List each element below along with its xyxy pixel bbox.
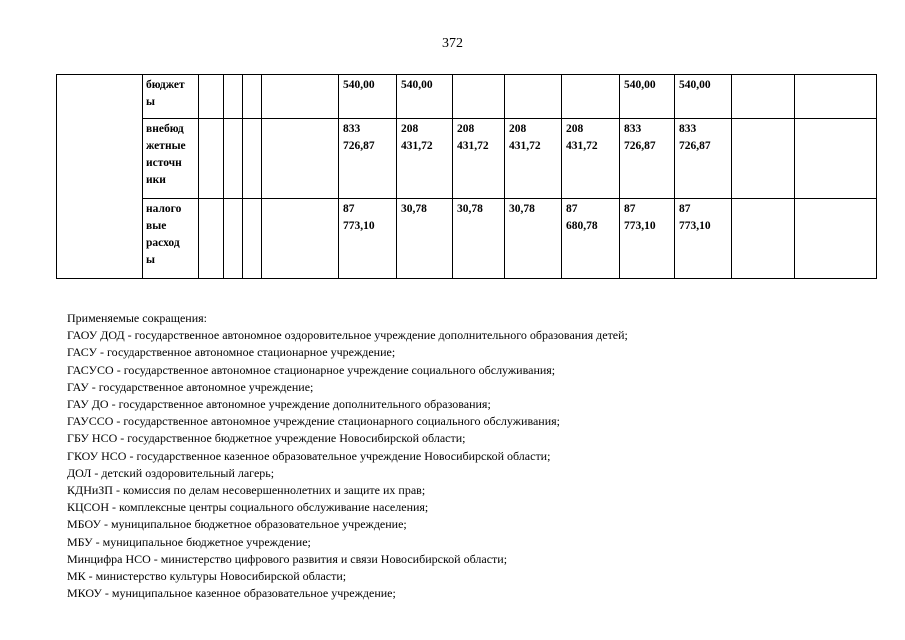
abbreviation-item: МКОУ - муниципальное казенное образовательное учреждение; — [67, 586, 396, 601]
abbreviation-item: ГАУ - государственное автономное учреждение; — [67, 379, 314, 394]
table-cell: 833 726,87 — [620, 119, 675, 199]
abbreviation-item: МБУ - муниципальное бюджетное учреждение; — [67, 534, 311, 549]
page-number: 372 — [442, 36, 463, 51]
table-cell: 30,78 — [505, 199, 562, 279]
table-cell: 30,78 — [397, 199, 453, 279]
abbreviation-item: ДОЛ - детский оздоровительный лагерь; — [67, 465, 275, 480]
table-row — [57, 199, 877, 279]
table-cell — [199, 75, 224, 119]
table-cell — [795, 75, 877, 119]
abbreviations-heading: Применяемые сокращения: — [67, 311, 208, 325]
table-row — [57, 75, 877, 119]
table-cell — [795, 199, 877, 279]
table-cell: 833 726,87 — [675, 119, 732, 199]
table-cell — [732, 119, 795, 199]
abbreviation-item: КДНиЗП - комиссия по делам несовершеннолетних и защите их прав; — [67, 483, 426, 498]
table-cell: 540,00 — [675, 75, 732, 119]
abbreviation-item: ГАСУ - государственное автономное стационарное учреждение; — [67, 345, 396, 360]
table-cell — [199, 119, 224, 199]
abbreviation-item: КЦСОН - комплексные центры социального обслуживание населения; — [67, 500, 429, 515]
table-cell — [562, 75, 620, 119]
table-cell — [453, 75, 505, 119]
table-cell: 208 431,72 — [505, 119, 562, 199]
abbreviation-item: ГАУССО - государственное автономное учреждение стационарного социального обслуживания; — [67, 414, 560, 429]
abbreviation-item: ГАУ ДО - государственное автономное учреждение дополнительного образования; — [67, 397, 491, 412]
table-cell — [732, 75, 795, 119]
blank-first-column-cell — [57, 75, 143, 119]
table-cell: 30,78 — [453, 199, 505, 279]
table-cell: 208 431,72 — [453, 119, 505, 199]
table-cell — [199, 199, 224, 279]
table-cell: 540,00 — [397, 75, 453, 119]
table-cell — [732, 199, 795, 279]
table-cell: 540,00 — [339, 75, 397, 119]
table-cell — [262, 119, 339, 199]
table-cell — [224, 75, 243, 119]
abbreviation-item: Минцифра НСО - министерство цифрового развития и связи Новосибирской области; — [67, 551, 508, 566]
table-row — [57, 119, 877, 199]
table-cell — [243, 199, 262, 279]
table-cell — [243, 119, 262, 199]
table-cell — [224, 119, 243, 199]
abbreviations-list — [67, 327, 887, 602]
table-cell: 540,00 — [620, 75, 675, 119]
budget-table — [56, 74, 877, 279]
funding-source-label: бюджет ы — [143, 75, 199, 119]
abbreviations-section — [67, 310, 887, 602]
table-cell — [262, 199, 339, 279]
table-cell — [795, 119, 877, 199]
table-cell — [243, 75, 262, 119]
abbreviation-item: ГБУ НСО - государственное бюджетное учреждение Новосибирской области; — [67, 431, 466, 446]
abbreviation-item: ГКОУ НСО - государственное казенное образовательное учреждение Новосибирской области; — [67, 448, 551, 463]
table-cell — [505, 75, 562, 119]
table-cell: 87 773,10 — [675, 199, 732, 279]
table-cell: 208 431,72 — [397, 119, 453, 199]
table-cell: 87 680,78 — [562, 199, 620, 279]
table-cell: 833 726,87 — [339, 119, 397, 199]
blank-first-column-cell — [57, 119, 143, 199]
table-cell — [262, 75, 339, 119]
funding-source-label: внебюд жетные источн ики — [143, 119, 199, 199]
funding-source-label: налого вые расход ы — [143, 199, 199, 279]
table-cell: 87 773,10 — [339, 199, 397, 279]
abbreviation-item: МК - министерство культуры Новосибирской области; — [67, 569, 347, 584]
table-cell: 87 773,10 — [620, 199, 675, 279]
abbreviation-item: ГАОУ ДОД - государственное автономное оздоровительное учреждение дополнительного образования детей; — [67, 328, 628, 343]
abbreviation-item: МБОУ - муниципальное бюджетное образовательное учреждение; — [67, 517, 407, 532]
blank-first-column-cell — [57, 199, 143, 279]
table-cell — [224, 199, 243, 279]
abbreviation-item: ГАСУСО - государственное автономное стационарное учреждение социального обслуживания; — [67, 362, 556, 377]
table-cell: 208 431,72 — [562, 119, 620, 199]
